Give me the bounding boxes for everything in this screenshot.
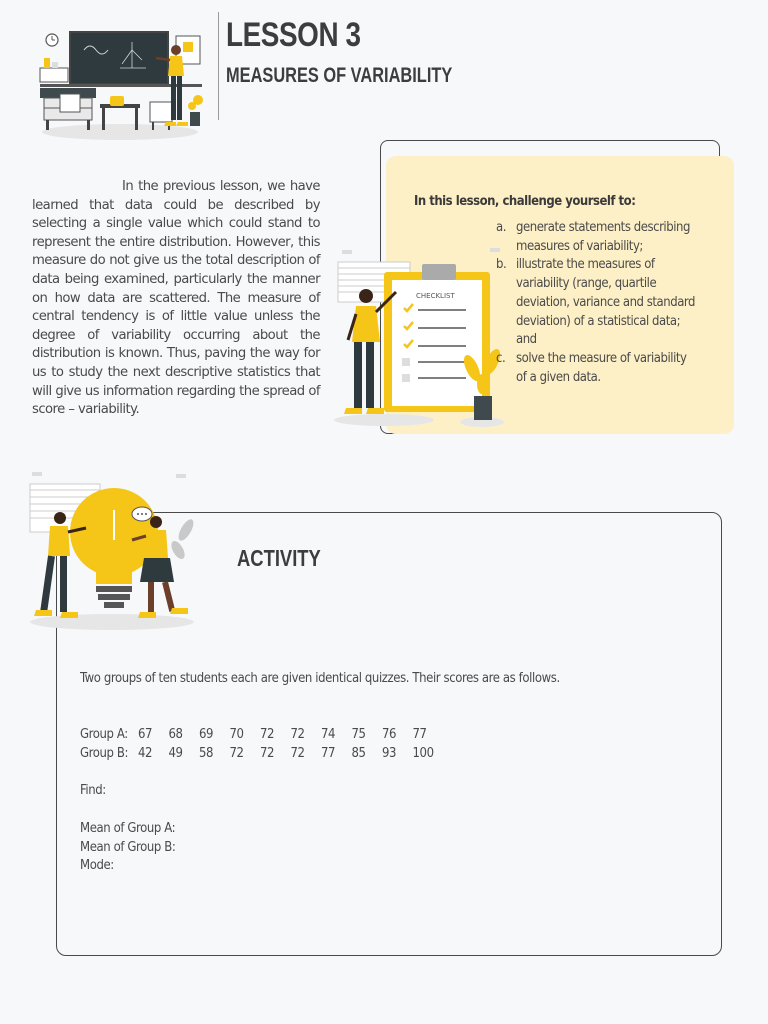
score: 72	[229, 746, 244, 761]
intro-paragraph-text: In the previous lesson, we have learned that data could be described by selecting a single value which could stand to represent the entire distribution. However, this measure do not give us the total description of data being examined, particularly the manner on how data are scattered. The measure of central tendency is of little value unless the degree of variability occurring about the distribution is known. Thus, paving the way for us to study the next descriptive statistics that will give us information regarding the spread of score – variability.	[32, 179, 320, 418]
objective-marker: a.	[496, 220, 506, 235]
score: 49	[168, 746, 183, 761]
checklist-label: CHECKLIST	[416, 292, 455, 300]
score: 75	[351, 727, 366, 742]
objective-text: generate statements describing measures of variability;	[516, 220, 690, 254]
objective-marker: c.	[496, 350, 506, 366]
objective-text: illustrate the measures of variability (range, quartile deviation, variance and standard deviation) of a statistical data; and	[516, 257, 696, 348]
score: 67	[138, 727, 153, 742]
group-b-label: Group B:	[80, 746, 129, 761]
activity-title: ACTIVITY	[237, 545, 321, 571]
score: 85	[351, 746, 366, 761]
score: 72	[290, 746, 305, 761]
score: 76	[382, 727, 397, 742]
classroom-illustration	[36, 28, 208, 144]
score: 74	[321, 727, 336, 742]
question-list	[80, 820, 175, 876]
objective-item	[496, 256, 696, 350]
header-divider	[218, 12, 219, 120]
score: 58	[199, 746, 214, 761]
objective-item	[496, 219, 696, 256]
objectives-heading: In this lesson, challenge yourself to:	[414, 194, 636, 209]
find-label: Find:	[80, 783, 106, 798]
score: 72	[260, 746, 275, 761]
score: 100	[412, 746, 434, 761]
question-item: Mode:	[80, 858, 114, 874]
score: 77	[412, 727, 427, 742]
lesson-title: LESSON 3	[226, 16, 361, 54]
group-a-label: Group A:	[80, 727, 128, 742]
checklist-illustration	[332, 244, 508, 434]
lesson-subtitle: MEASURES OF VARIABILITY	[226, 64, 453, 87]
question-item: Mean of Group B:	[80, 839, 176, 855]
objective-item	[496, 350, 696, 387]
score: 42	[138, 746, 153, 761]
objective-marker: b.	[496, 257, 507, 273]
group-a-scores	[138, 727, 443, 742]
objectives-list	[496, 219, 696, 387]
activity-intro: Two groups of ten students each are given identical quizzes. Their scores are as follows.	[80, 671, 560, 686]
lightbulb-teamwork-illustration	[26, 470, 202, 634]
score: 72	[260, 727, 275, 742]
group-b-scores	[138, 746, 443, 761]
score: 68	[168, 727, 183, 742]
intro-paragraph	[32, 178, 320, 420]
score: 77	[321, 746, 336, 761]
score: 69	[199, 727, 214, 742]
question-item: Mean of Group A:	[80, 821, 176, 836]
group-b-row	[80, 746, 443, 761]
score: 93	[382, 746, 397, 761]
objective-text: solve the measure of variability of a given data.	[516, 350, 687, 385]
group-a-row	[80, 727, 443, 742]
score: 70	[229, 727, 244, 742]
score: 72	[290, 727, 305, 742]
